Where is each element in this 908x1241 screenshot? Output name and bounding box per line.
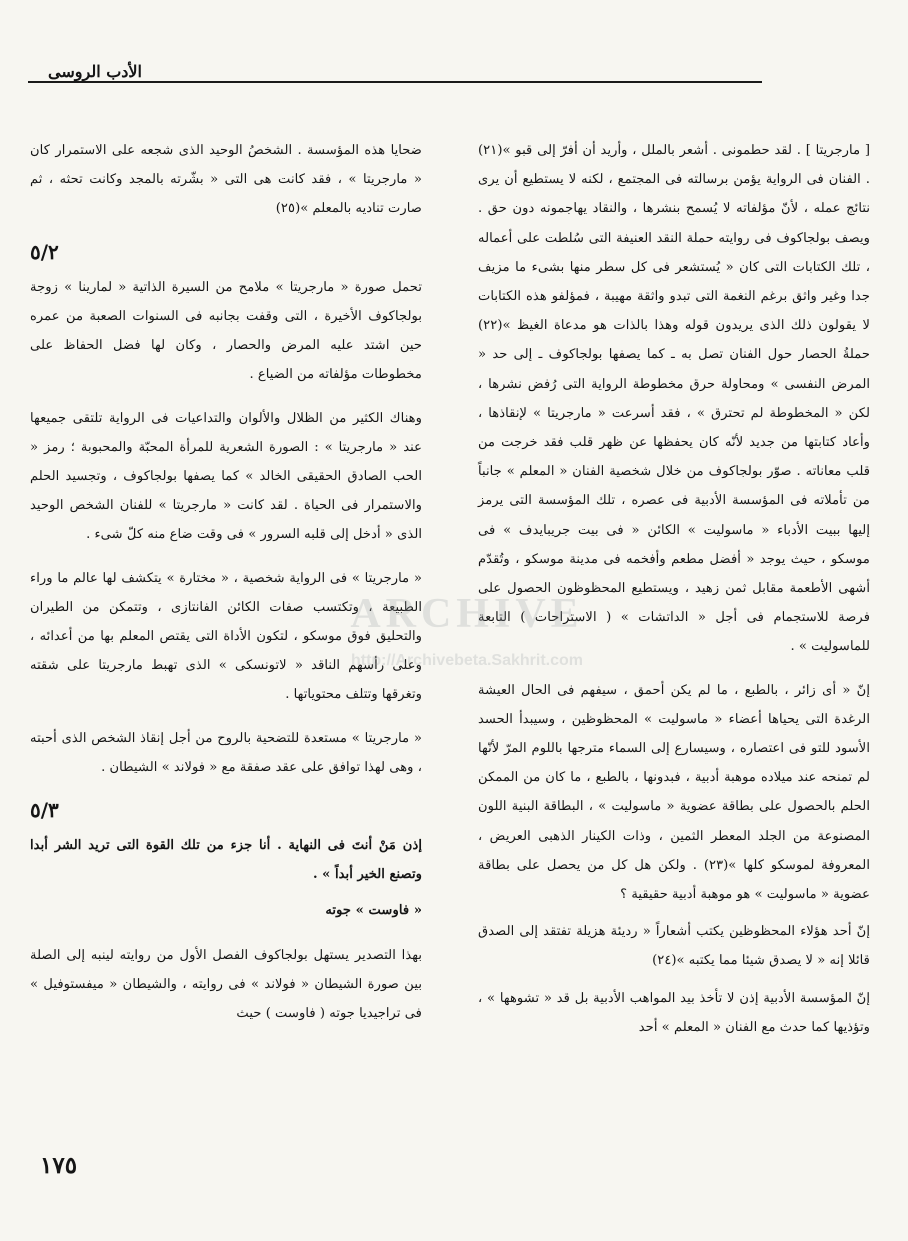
right-paragraph-4: إنّ المؤسسة الأدبية إذن لا تأخذ بيد المواهب الأدبية بل قد « تشوهها » ، وتؤذيها كما حدث مع الفنان « المعلم » أحد xyxy=(478,990,870,1035)
right-paragraph-2: إنّ « أى زائر ، بالطبع ، ما لم يكن أحمق ، سيفهم فى الحال العيشة الرغدة التى يحياها أعضاء « ماسوليت » المحظوظين ، وسيبدأ الحسد الأسود للتو فى اعتصاره ، وسيسارع إلى السماء مترجها باللوم المرّ لأنّها لم تمنحه عند ميلاده موهبة أدبية ، فبدونها ، بالطبع ، ما كان من الممكن الحلم بالحصول على بطاقة عضوية « ماسوليت » ، البطاقة البنية اللون المصنوعة من الجلد المعطر الثمين ، وذات الكينار الذهبى العريض ، المعروفة لموسكو كلها »(٢٣) . ولكن هل كل من يحصل على بطاقة عضوية « ماسوليت » هو موهبة أدبية حقيقية ؟ xyxy=(478,682,870,903)
right-paragraph-1: [ مارجريتا ] . لقد حطمونى . أشعر بالملل ، وأريد أن أفرّ إلى قبو »(٢١) . الفنان فى الرواية يؤمن برسالته فى المجتمع ، لكنه لا يستطيع أن يرى نتائج عمله ، لأنّ مؤلفاته لا يُسمح بنشرها ، والنقاد يهاجمونه دون حق . ويصف بولجاكوف فى روايته حملة النقد العنيفة التى سُلطت على أعماله ، تلك الكتابات التى كان « يُستشعر فى كل سطر منها بشىء ما مزيف جدا وغير واثق برغم النغمة التى تبدو واثقة مهيبة ، فمؤلفو هذه الكتابات لا يقولون ذلك الذى يريدون قوله وهذا بالذات هو مدعاة الغيظ »(٢٢) حملةُ الحصار حول الفنان تصل به ـ كما يصفها بولجاكوف ـ إلى حد « المرض النفسى » ومحاولة حرق مخطوطة الرواية التى رُفض نشرها ، لكن « المخطوطة لم تحترق » ، فقد أسرعت « مارجريتا » لإنقاذها ، وأعاد كتابتها من جديد لأنّه كان يحفظها عن ظهر قلب فقد خرجت من قلب معاناته . صوّر بولجاكوف من خلال شخصية الفنان « المعلم » جانباً من تأملاته فى المؤسسة الأدبية فى عصره ، تلك المؤسسة التى يرمز إليها ببيت الأدباء « ماسوليت » الكائن « فى بيت جريبايدف » فى موسكو ، حيث يوجد « أفضل مطعم وأفخمه فى مدينة موسكو ، وتُقدّم أشهى الأطعمة مقابل ثمن زهيد ، ويستطيع المحظوظون الحصول على فرصة للاستجمام فى أجل « الداتشات » ( الاستراحات ) التابعة للماسوليت » . xyxy=(478,143,870,655)
epigraph-source: « فاوست » جوته xyxy=(325,902,422,918)
right-paragraph-3: إنّ أحد هؤلاء المحظوظين يكتب أشعاراً « رديئة هزيلة تفتقد إلى الصدق قائلا إنه « لا يصدق شيئا مما يكتبه »(٢٤) xyxy=(478,924,870,969)
running-head-title: الأدب الروسى xyxy=(48,62,142,81)
section-b-paragraph: بهذا التصدير يستهل بولجاكوف الفصل الأول من روايته لينبه إلى الصلة بين صورة الشيطان « فولاند » فى روايته ، والشيطان « ميفستوفيل » فى تراجيديا جوته ( فاوست ) حيث xyxy=(30,947,422,1022)
right-text-column xyxy=(478,136,870,1050)
section-a-paragraph-4: « مارجريتا » مستعدة للتضحية بالروح من أجل إنقاذ الشخص الذى أحبته ، وهى لهذا توافق على عقد صفقة مع « فولاند » الشيطان . xyxy=(30,730,422,775)
section-a-paragraph-3: « مارجريتا » فى الرواية شخصية ، « مختارة » يتكشف لها عالم ما وراء الطبيعة ، وتكتسب صفات الكائن الفانتازى ، وتتمكن من الطيران والتحليق فوق موسكو ، لتكون الأداة التى يقتص المعلم بها من أعدائه ، وعلى رأسهم الناقد « لاتونسكى » الذى تهبط مارجريتا على شقته وتغرقها وتتلف محتوياتها . xyxy=(30,570,422,703)
left-text-column xyxy=(30,136,422,1042)
watermark-logo: ARCHIVE xyxy=(350,591,584,637)
epigraph-quote: إذن مَنْ أنتَ فى النهاية . أنا جزء من تلك القوة التى تريد الشر أبدا وتصنع الخير أبداً » . xyxy=(30,838,422,883)
section-number-5-2: ٥/٢ xyxy=(30,239,59,264)
section-number-5-3: ٥/٣ xyxy=(30,798,59,823)
left-intro-paragraph: ضحايا هذه المؤسسة . الشخصُ الوحيد الذى شجعه على الاستمرار كان « مارجريتا » ، فقد كانت هى التى « بشّرته بالمجد وكانت تحثه ، ثم صارت تناديه بالمعلم »(٢٥) xyxy=(30,143,422,217)
section-a-paragraph-2: وهناك الكثير من الظلال والألوان والتداعيات فى الرواية تلتقى جميعها عند « مارجريتا » : الصورة الشعرية للمرأة المحبّة والمحبوبة ؛ رمز « الحب الصادق الحقيقى الخالد » كما يصفها بولجاكوف ، وتجسيد الحلم والاستمرار فى الحياة . لقد كانت « مارجريتا » للفنان الشخص الوحيد الذى « أدخل إلى قلبه السرور » فى وقت ضاع منه كلّ شىء . xyxy=(30,410,422,543)
header-rule xyxy=(28,81,762,83)
page-number: ١٧٥ xyxy=(40,1152,78,1179)
section-a-paragraph-1: تحمل صورة « مارجريتا » ملامح من السيرة الذاتية « لمارينا » زوجة بولجاكوف الأخيرة ، التى وقفت بجانبه فى السنوات الصعبة من عمره حين اشتد عليه المرض والحصار ، وكان لها فضل الحفاظ على مخطوطات مؤلفاته من الضياع . xyxy=(30,279,422,383)
watermark-url: http://Archivebeta.Sakhrit.com xyxy=(350,652,584,669)
